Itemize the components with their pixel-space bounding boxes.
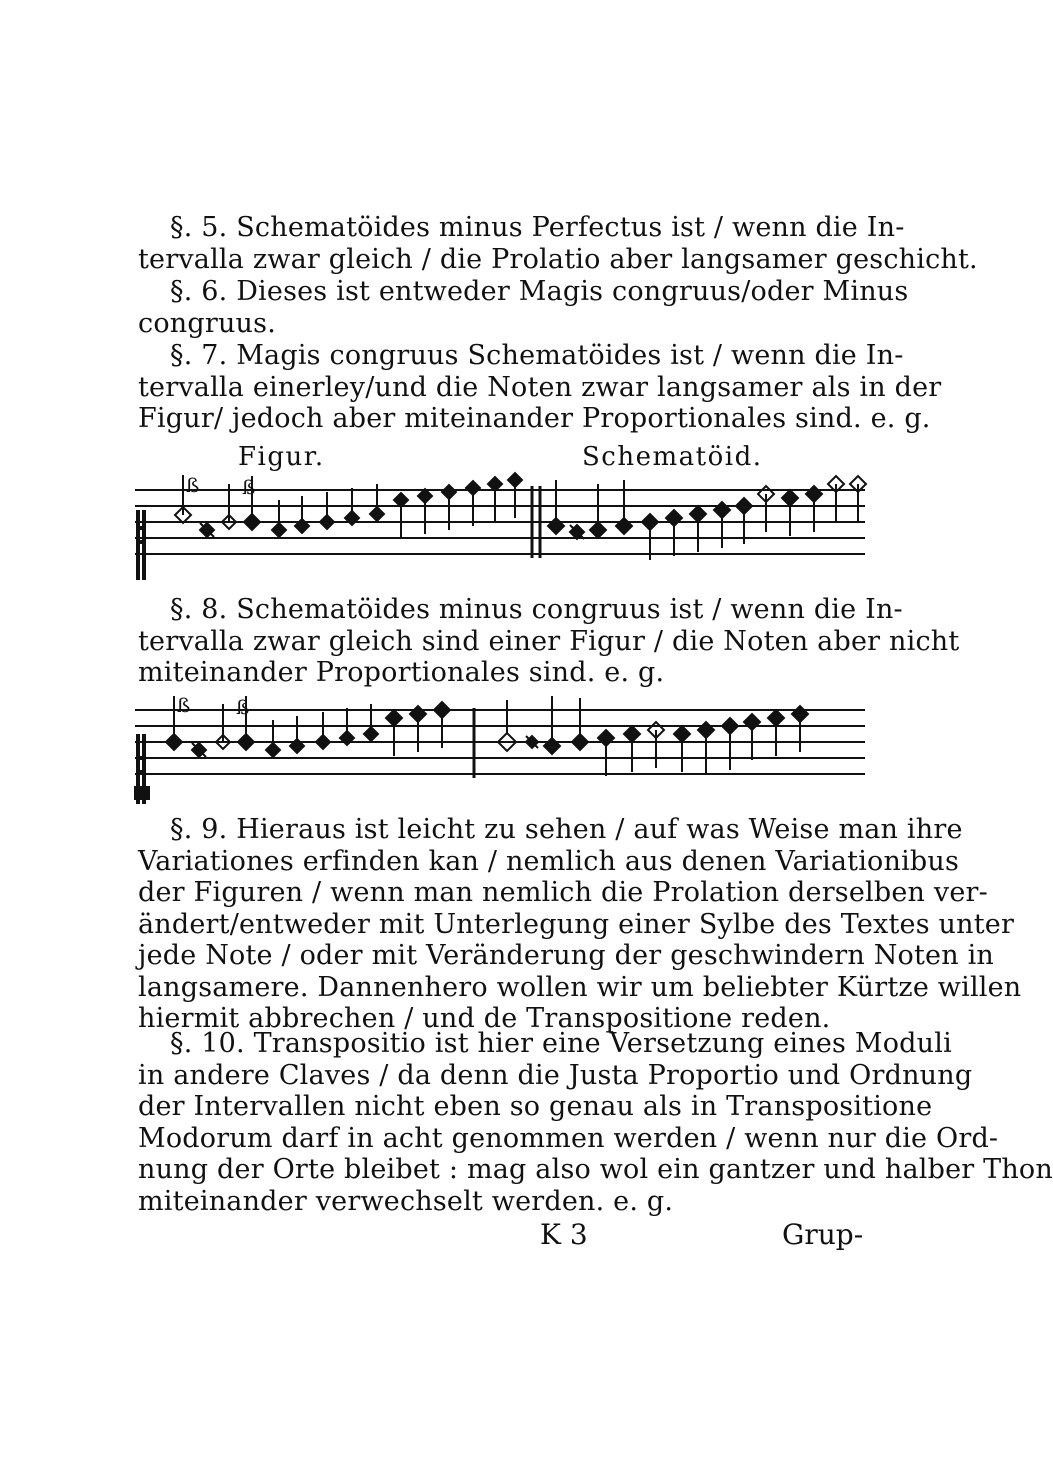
text-line: congruus. (138, 307, 276, 339)
clef-icon (134, 734, 150, 804)
notes-schematoid-2 (498, 696, 808, 776)
figure-label: Figur. (238, 442, 325, 472)
music-example-2 (130, 694, 870, 810)
text-line: nung der Orte bleibet : mag also wol ein gantzer und halber Thon (138, 1154, 1053, 1185)
svg-text:ß: ß (177, 693, 191, 717)
text-line: hiermit abbrechen / und de Transpositione reden. (138, 1003, 831, 1034)
text-line: miteinander verwechselt werden. e. g. (138, 1185, 674, 1217)
paragraph-10 (138, 1028, 1053, 1217)
text-line: §. 9. Hieraus ist leicht zu sehen / auf was Weise man ihre (170, 814, 963, 845)
text-line: Modorum darf in acht genommen werden / wenn nur die Ord- (138, 1122, 999, 1154)
paragraph-9 (138, 814, 1022, 1035)
svg-text:ß: ß (236, 695, 250, 719)
notes-figur (175, 473, 540, 558)
text-line: Variationes erfinden kan / nemlich aus denen Variationibus (138, 845, 960, 877)
text-line: §. 10. Transpositio ist hier eine Versetzung eines Moduli (170, 1028, 952, 1059)
text-line: §. 5. Schematöides minus Perfectus ist / wenn die In- (170, 212, 905, 243)
text-line: §. 6. Dieses ist entweder Magis congruus/oder Minus (170, 276, 909, 307)
text-line: jede Note / oder mit Veränderung der geschwindern Noten in (138, 940, 995, 971)
notes-schematoid (548, 476, 866, 560)
text-line: langsamere. Dannenhero wollen wir um beliebter Kürtze willen (138, 971, 1022, 1003)
music-example-1 (130, 470, 870, 590)
signature-mark: K 3 (540, 1218, 588, 1251)
paragraph-6 (138, 276, 909, 339)
svg-text:ß: ß (186, 473, 200, 497)
text-line: tervalla zwar gleich / die Prolatio aber langsamer geschicht. (138, 243, 978, 275)
catchword: Grup- (782, 1218, 864, 1251)
text-line: der Figuren / wenn man nemlich die Prolation derselben ver- (138, 877, 988, 908)
text-line: ändert/entweder mit Unterlegung einer Sylbe des Textes unter (138, 908, 1015, 940)
text-line: der Intervallen nicht eben so genau als in Transpositione (138, 1091, 933, 1122)
clef-icon (136, 510, 146, 580)
text-line: in andere Claves / da denn die Justa Proportio und Ordnung (138, 1059, 973, 1091)
schematoid-label: Schematöid. (582, 442, 763, 472)
text-line: §. 7. Magis congruus Schematöides ist / wenn die In- (170, 340, 904, 371)
paragraph-8 (138, 594, 960, 689)
notes-figur-2 (166, 693, 474, 778)
svg-text:ß: ß (242, 475, 256, 499)
text-line: miteinander Proportionales sind. e. g. (138, 657, 665, 688)
text-line: tervalla einerley/und die Noten zwar langsamer als in der (138, 371, 942, 403)
paragraph-7 (138, 340, 942, 435)
text-line: Figur/ jedoch aber miteinander Proportionales sind. e. g. (138, 403, 931, 434)
text-line: tervalla zwar gleich sind einer Figur / die Noten aber nicht (138, 625, 960, 657)
paragraph-5 (138, 212, 978, 275)
text-line: §. 8. Schematöides minus congruus ist / wenn die In- (170, 594, 903, 625)
